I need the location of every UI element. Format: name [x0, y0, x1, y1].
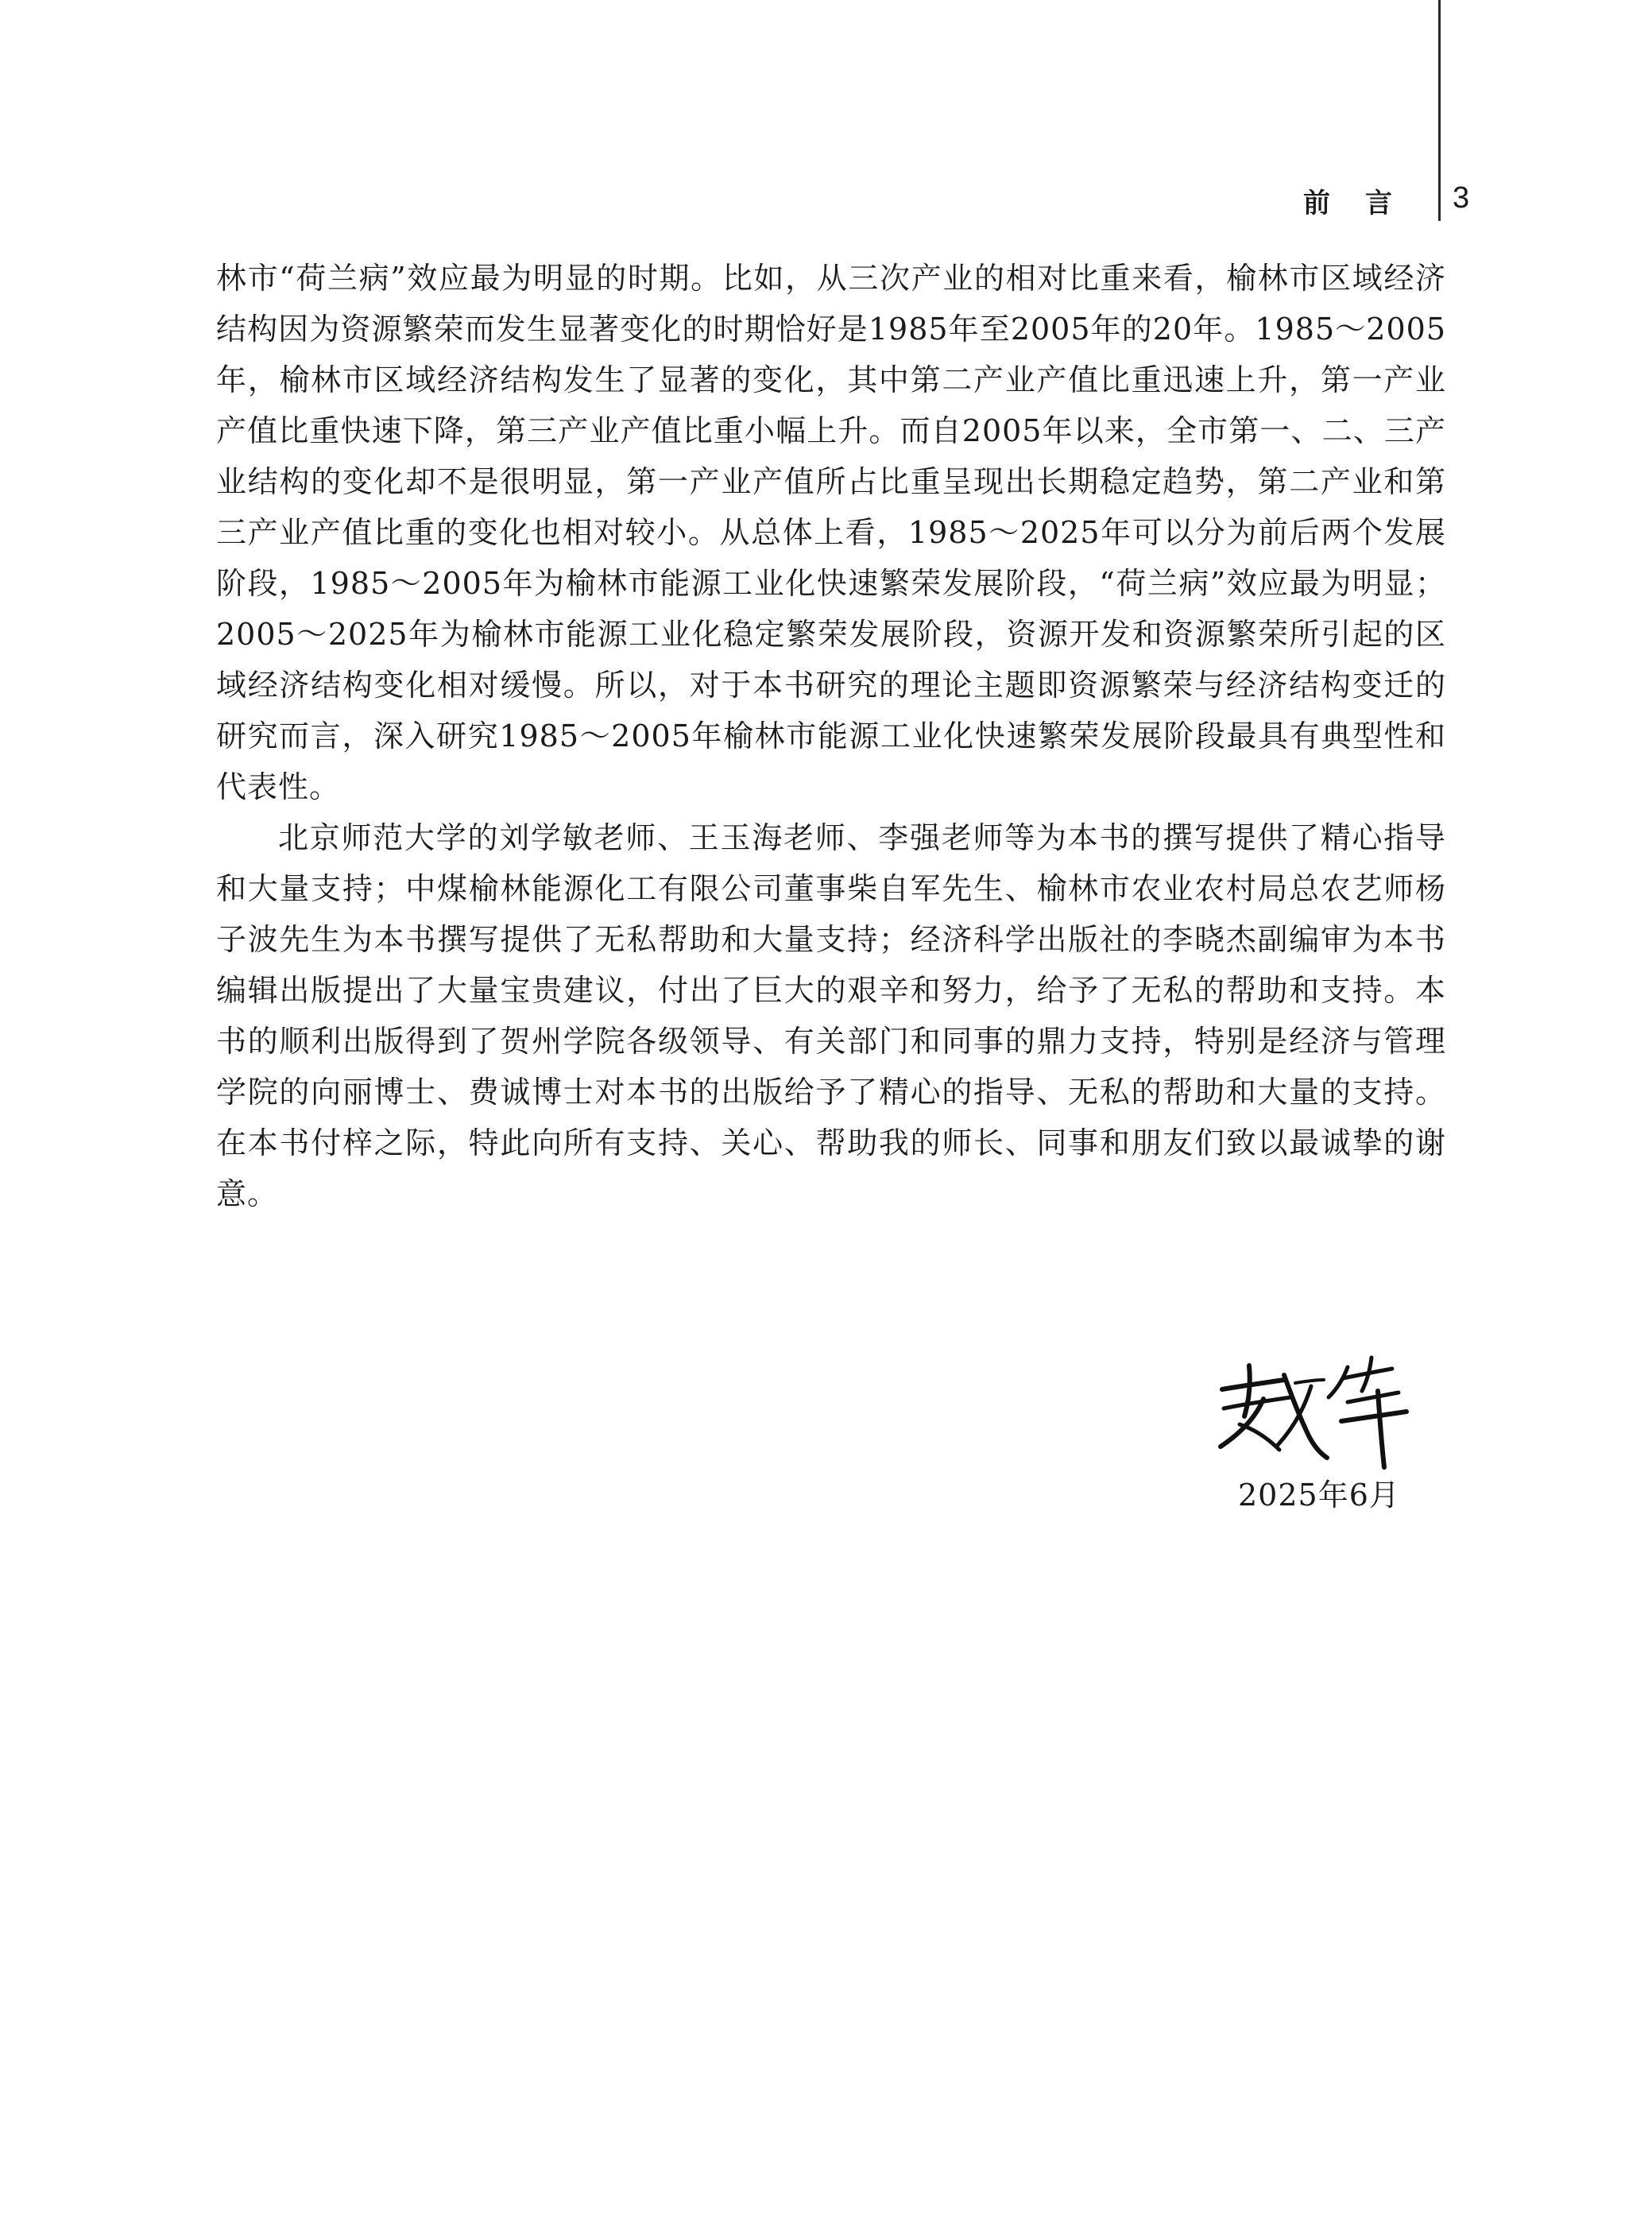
header-vertical-rule [1438, 0, 1441, 221]
handwritten-signature [1208, 1351, 1414, 1470]
page-number: 3 [1453, 181, 1470, 215]
running-head-section-title: 前言 [1303, 188, 1427, 219]
paragraph-acknowledgements: 北京师范大学的刘学敏老师、王玉海老师、李强老师等为本书的撰写提供了精心指导和大量支持；中煤榆林能源化工有限公司董事柴自军先生、榆林市农业农村局总农艺师杨子波先生为本书撰写提供了无私帮助和大量支持；经济科学出版社的李晓杰副编审为本书编辑出版提出了大量宝贵建议，付出了巨大的艰辛和努力，给予了无私的帮助和支持。本书的顺利出版得到了贺州学院各级领导、有关部门和同事的鼎力支持，特别是经济与管理学院的向丽博士、费诚博士对本书的出版给予了精心的指导、无私的帮助和大量的支持。在本书付梓之际，特此向所有支持、关心、帮助我的师长、同事和朋友们致以最诚挚的谢意。 [216, 820, 1446, 1211]
date-line: 2025年6月 [1238, 1478, 1400, 1513]
paragraph-continuation: 林市“荷兰病”效应最为明显的时期。比如，从三次产业的相对比重来看，榆林市区域经济结构因为资源繁荣而发生显著变化的时期恰好是1985年至2005年的20年。1985～2005年，榆林市区域经济结构发生了显著的变化，其中第二产业产值比重迅速上升，第一产业产值比重快速下降，第三产业产值比重小幅上升。而自2005年以来，全市第一、二、三产业结构的变化却不是很明显，第一产业产值所占比重呈现出长期稳定趋势，第二产业和第三产业产值比重的变化也相对较小。从总体上看，1985～2025年可以分为前后两个发展阶段，1985～2005年为榆林市能源工业化快速繁荣发展阶段，“荷兰病”效应最为明显；2005～2025年为榆林市能源工业化稳定繁荣发展阶段，资源开发和资源繁荣所引起的区域经济结构变化相对缓慢。所以，对于本书研究的理论主题即资源繁荣与经济结构变迁的研究而言，深入研究1985～2005年榆林市能源工业化快速繁荣发展阶段最具有典型性和代表性。 [216, 261, 1446, 804]
body-text [216, 253, 1446, 1219]
